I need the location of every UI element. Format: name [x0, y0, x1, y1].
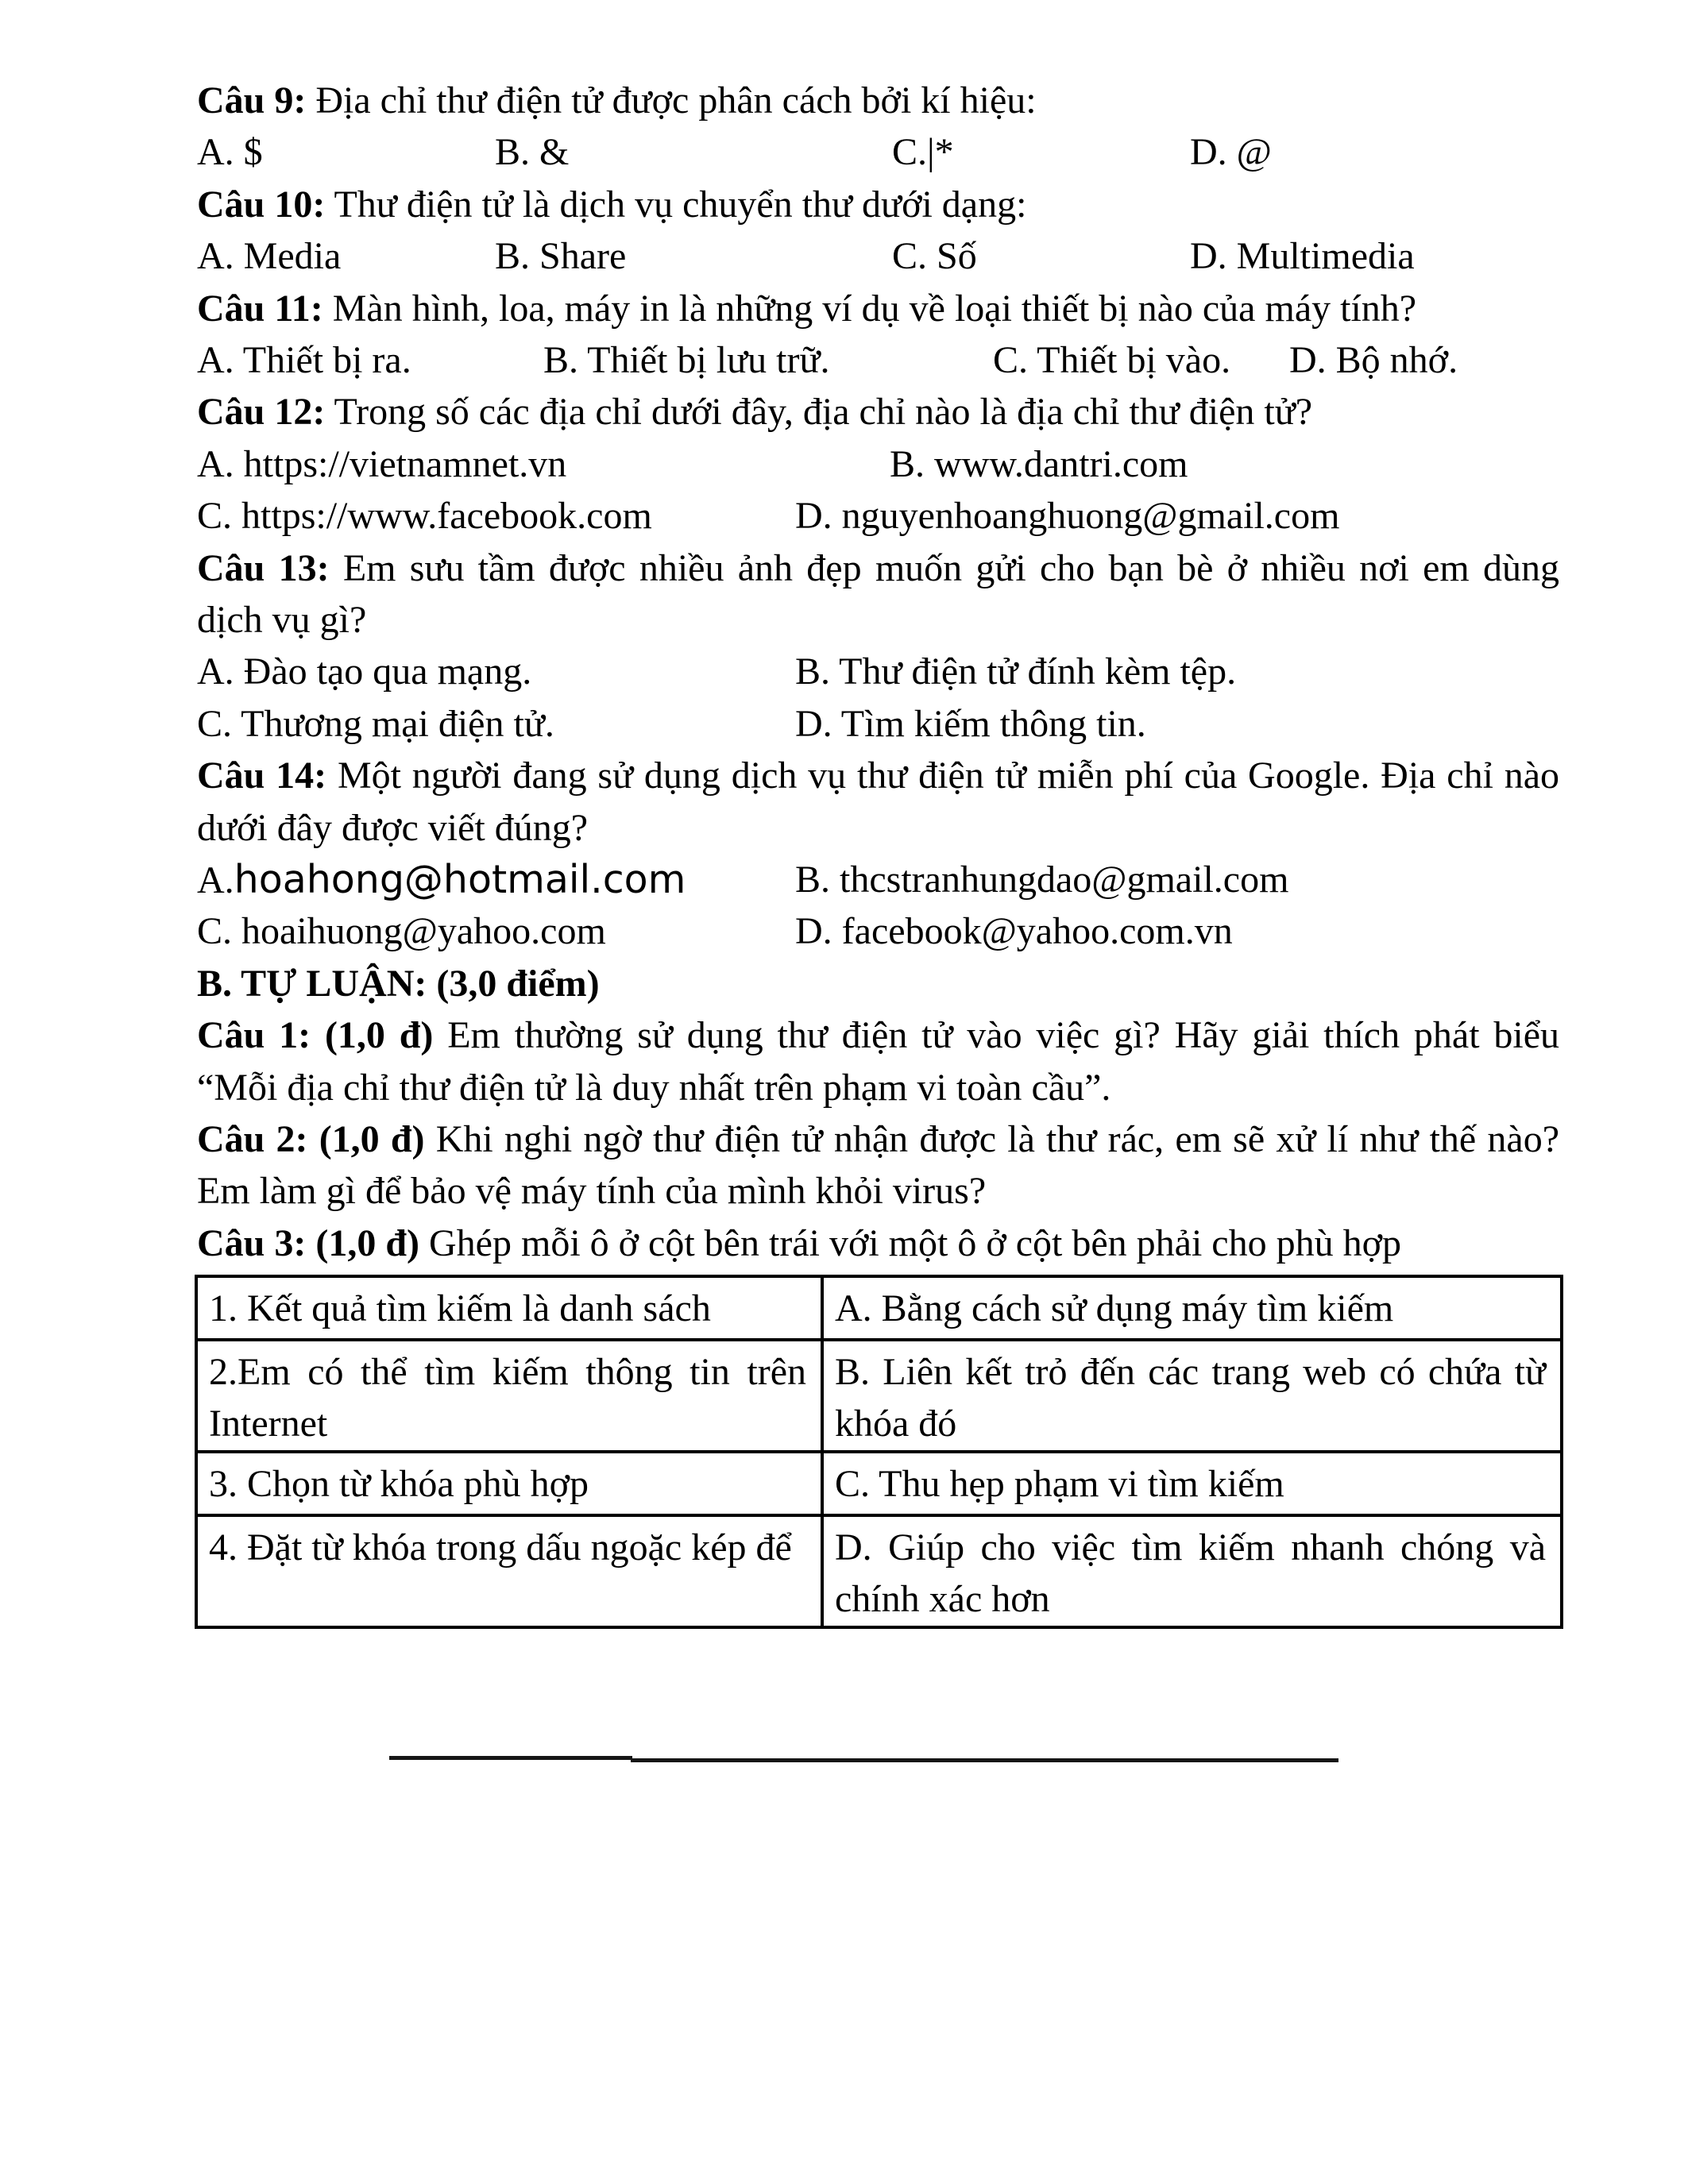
- question-11-options: [197, 334, 1559, 386]
- table-row: [196, 1276, 1562, 1340]
- question-11-text: Màn hình, loa, máy in là những ví dụ về loại thiết bị nào của máy tính?: [332, 287, 1417, 330]
- option-12-b: B. www.dantri.com: [890, 442, 1188, 485]
- question-10-options: [197, 230, 1559, 282]
- option-9-a: A. $: [197, 131, 263, 174]
- question-10-text: Thư điện tử là dịch vụ chuyển thư dưới dạng:: [334, 183, 1027, 226]
- question-13-options-row1: [197, 646, 1559, 697]
- essay-2-label: Câu 2: (1,0 đ): [197, 1117, 425, 1160]
- option-14-d: D. facebook@yahoo.com.vn: [795, 910, 1233, 953]
- question-13-options-row2: [197, 698, 1559, 750]
- question-14-options-row1: [197, 854, 1559, 905]
- question-9-options: [197, 126, 1559, 178]
- option-12-c: C. https://www.facebook.com: [197, 495, 652, 538]
- option-11-b: B. Thiết bị lưu trữ.: [543, 339, 830, 381]
- question-12-options-row1: [197, 438, 1559, 490]
- table-cell-left-1: 1. Kết quả tìm kiếm là danh sách: [196, 1276, 822, 1340]
- question-9-text: Địa chỉ thư điện tử được phân cách bởi kí hiệu:: [315, 79, 1037, 122]
- essay-question-2: [197, 1113, 1559, 1217]
- question-10-label: Câu 10:: [197, 183, 326, 226]
- table-row: [196, 1452, 1562, 1515]
- question-12-label: Câu 12:: [197, 391, 326, 434]
- section-b-title: B. TỰ LUẬN: (3,0 điểm): [197, 962, 600, 1005]
- option-12-d: D. nguyenhoanghuong@gmail.com: [795, 495, 1340, 538]
- option-13-a: A. Đào tạo qua mạng.: [197, 650, 532, 693]
- question-13-label: Câu 13:: [197, 546, 330, 589]
- table-cell-left-2: 2.Em có thể tìm kiếm thông tin trên Internet: [196, 1340, 822, 1452]
- essay-2-text: Khi nghi ngờ thư điện tử nhận được là thư rác, em sẽ xử lí như thế nào? Em làm gì để bảo vệ máy tính của mình khỏi virus?: [197, 1117, 1560, 1213]
- question-11: [197, 283, 1559, 334]
- question-13-text: Em sưu tầm được nhiều ảnh đẹp muốn gửi cho bạn bè ở nhiều nơi em dùng dịch vụ gì?: [197, 546, 1560, 641]
- match-table: [195, 1275, 1563, 1629]
- option-14-a-email: hoahong@hotmail.com: [234, 856, 686, 902]
- question-9: [197, 75, 1559, 126]
- table-cell-left-3: 3. Chọn từ khóa phù hợp: [196, 1452, 822, 1515]
- question-9-label: Câu 9:: [197, 79, 307, 122]
- option-10-a: A. Media: [197, 235, 342, 278]
- option-9-d: D. @: [1190, 131, 1272, 174]
- question-12-options-row2: [197, 490, 1559, 542]
- question-12-text: Trong số các địa chỉ dưới đây, địa chỉ nào là địa chỉ thư điện tử?: [334, 391, 1313, 434]
- question-10: [197, 179, 1559, 230]
- table-cell-right-4: D. Giúp cho việc tìm kiếm nhanh chóng và chính xác hơn: [822, 1515, 1562, 1627]
- option-14-a: [197, 854, 686, 906]
- essay-question-1: [197, 1009, 1559, 1113]
- table-cell-left-4: 4. Đặt từ khóa trong dấu ngoặc kép để: [196, 1515, 822, 1627]
- question-14-label: Câu 14:: [197, 754, 327, 797]
- option-12-a: A. https://vietnamnet.vn: [197, 442, 567, 485]
- question-12: [197, 386, 1559, 438]
- option-11-d: D. Bộ nhớ.: [1289, 339, 1458, 381]
- option-10-c: C. Số: [892, 235, 977, 278]
- option-14-c: C. hoaihuong@yahoo.com: [197, 910, 606, 953]
- question-14: [197, 750, 1559, 854]
- table-cell-right-1: A. Bằng cách sử dụng máy tìm kiếm: [822, 1276, 1562, 1340]
- option-14-b: B. thcstranhungdao@gmail.com: [795, 858, 1289, 901]
- question-13: [197, 542, 1559, 646]
- option-9-c: C.|*: [892, 131, 954, 174]
- question-14-text: Một người đang sử dụng dịch vụ thư điện tử miễn phí của Google. Địa chỉ nào dưới đây được viết đúng?: [197, 754, 1560, 849]
- essay-1-text: Em thường sử dụng thư điện tử vào việc gì? Hãy giải thích phát biểu “Mỗi địa chỉ thư điện tử là duy nhất trên phạm vi toàn cầu”.: [197, 1014, 1559, 1109]
- option-13-b: B. Thư điện tử đính kèm tệp.: [795, 650, 1237, 693]
- essay-1-label: Câu 1: (1,0 đ): [197, 1014, 434, 1057]
- question-11-label: Câu 11:: [197, 287, 323, 330]
- table-row: [196, 1515, 1562, 1627]
- option-11-a: A. Thiết bị ra.: [197, 339, 411, 381]
- essay-3-label: Câu 3: (1,0 đ): [197, 1221, 420, 1264]
- option-9-b: B. &: [495, 131, 570, 174]
- table-cell-right-3: C. Thu hẹp phạm vi tìm kiếm: [822, 1452, 1562, 1515]
- option-13-d: D. Tìm kiếm thông tin.: [795, 702, 1146, 745]
- option-14-a-prefix: A.: [197, 859, 234, 901]
- option-10-b: B. Share: [495, 235, 627, 278]
- table-row: [196, 1340, 1562, 1452]
- option-10-d: D. Multimedia: [1190, 235, 1415, 278]
- option-11-c: C. Thiết bị vào.: [993, 339, 1231, 381]
- question-14-options-row2: [197, 905, 1559, 957]
- essay-3-text: Ghép mỗi ô ở cột bên trái với một ô ở cột bên phải cho phù hợp: [429, 1221, 1401, 1264]
- option-13-c: C. Thương mại điện tử.: [197, 702, 554, 745]
- signature-line: [631, 1758, 1338, 1762]
- exam-body: [197, 75, 1559, 1269]
- table-cell-right-2: B. Liên kết trỏ đến các trang web có chứa từ khóa đó: [822, 1340, 1562, 1452]
- essay-question-3: [197, 1217, 1559, 1269]
- signature-line: [389, 1756, 632, 1760]
